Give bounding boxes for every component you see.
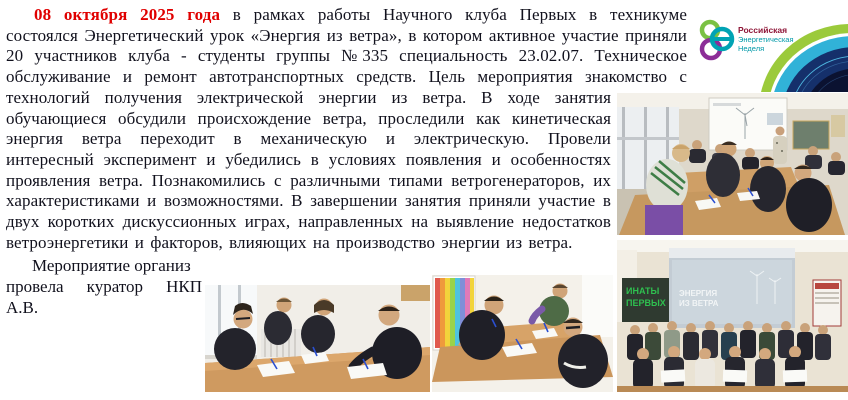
photo-group-graphic <box>617 240 848 392</box>
organizer-line-1: Мероприятие организ <box>32 256 191 276</box>
photo-students-at-desk <box>205 285 430 392</box>
organizer-line-3: А.В. <box>6 297 39 317</box>
chalkboard <box>793 121 829 149</box>
photo-classroom-lesson-graphic <box>617 93 848 235</box>
organizer-line-2: провела куратор НКП <box>6 277 202 297</box>
screen-title-line-2: ИЗ ВЕТРА <box>679 299 719 308</box>
rew-logo-banner <box>693 8 848 92</box>
shelf <box>401 285 430 301</box>
logo-line-2: Энергетическая <box>738 35 794 44</box>
rew-logo-graphic <box>693 8 848 92</box>
photo-students-at-desk-graphic <box>205 285 430 392</box>
photo-students-rainbow-stand <box>432 275 613 392</box>
screen-title-line-1: ЭНЕРГИЯ <box>679 289 718 298</box>
logo-line-1: Российская <box>738 25 788 35</box>
wall-poster-2 <box>767 113 783 125</box>
wall-sign-line-1: ИНАТЫ <box>626 286 660 296</box>
logo-line-3: Неделя <box>738 44 765 53</box>
bench <box>617 386 848 392</box>
event-date: 08 октября 2025 года <box>34 5 221 24</box>
organizer-paragraph <box>6 256 202 318</box>
wall-sign-line-2: ПЕРВЫХ <box>626 298 666 308</box>
photo-group-participants <box>617 240 848 392</box>
wall-poster <box>831 115 845 137</box>
right-wall-poster <box>813 280 841 326</box>
projection-screen <box>669 248 795 328</box>
window <box>582 275 613 337</box>
photo-students-rainbow-graphic <box>432 275 613 392</box>
photo-classroom-lesson <box>617 93 848 235</box>
article-body-text: в рамках работы Научного клуба Первых в техникуме состоялся Энергетический урок «Энергия из ветра», в котором активное участие приняли 20 участников клуба - студенты группы №335 специальность 23.02.07. Техническое обслуживание и ремонт автотранспортных средств. Цель мероприятия знакомство с технологий получения электрической энергии из ветра. В ходе занятия обучающиеся обсудили происхождение ветра, проследили как кинетическая энергия ветра переходит в механическую и электрическую. Провели интересный эксперимент и убедились в условиях появления и особенностях проявления ветра. Познакомились с различными типами ветрогенераторов, их характеристиками и возможностями. В завершении занятия приняли участие в двух коротких дискуссионных играх, направленных на выявление недостатков ветроэнергетики и факторов, влияющих на производство энергии из ветра. <box>6 5 687 252</box>
wall-sign-pervyh <box>622 278 669 322</box>
